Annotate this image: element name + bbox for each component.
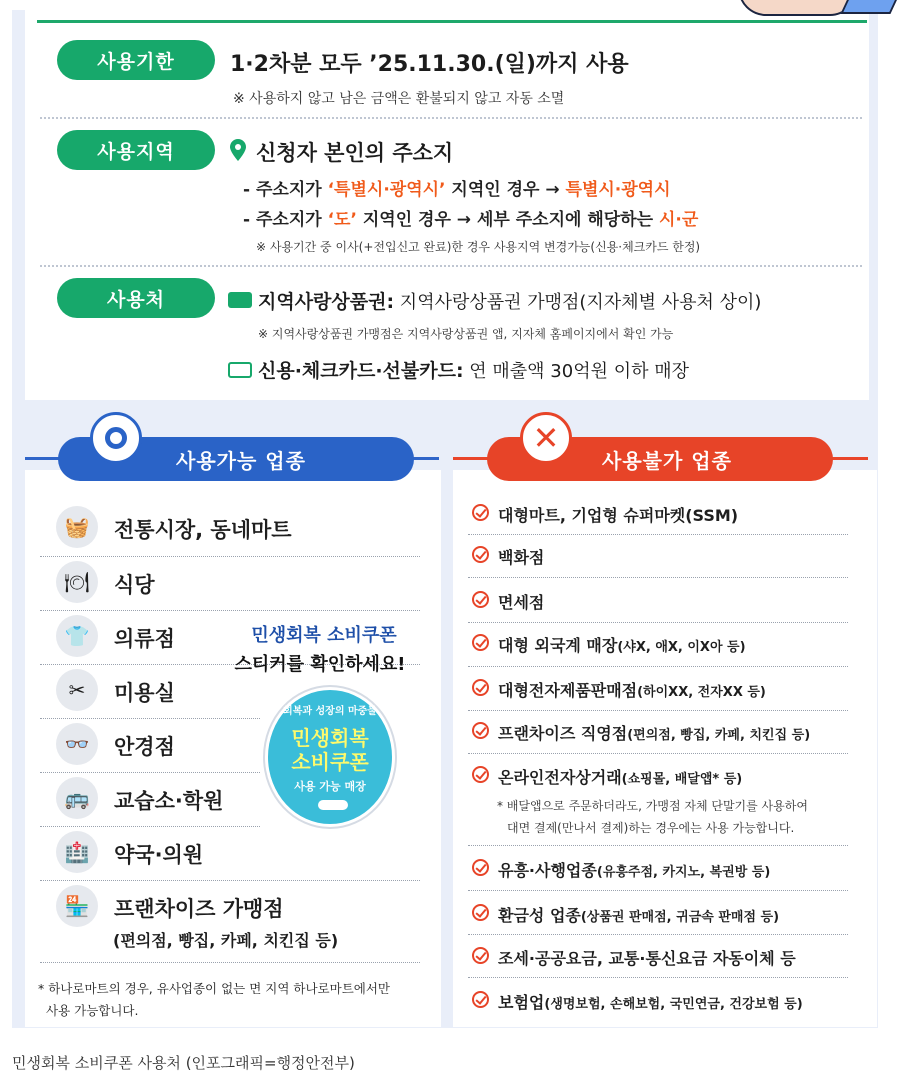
denied-item-label: 환금성 업종(상품권 판매점, 귀금속 판매점 등) (498, 906, 780, 925)
divider (468, 890, 848, 891)
denied-item-label: 백화점 (498, 548, 545, 567)
scissors-icon: ✂ (56, 669, 98, 711)
region-line-metro-mid: 지역인 경우 → (445, 180, 566, 200)
allowed-footnote-line1: * 하나로마트의 경우, 유사업종이 없는 면 지역 하나로마트에서만 (38, 981, 390, 996)
allowed-item-label: 의류점 (114, 627, 175, 651)
place-pill: 사용처 (57, 278, 215, 318)
allowed-item (40, 827, 424, 879)
place-voucher-label: 지역사랑상품권: (258, 291, 395, 313)
region-line-province-highlight: ‘도’ (327, 210, 357, 230)
divider (40, 265, 862, 267)
sticker-big-text (268, 726, 392, 774)
denied-item-label: 대형 외국계 매장(샤X, 애X, 이X아 등) (498, 636, 746, 655)
online-note-line2: 대면 결제(만나서 결제)하는 경우에는 사용 가능합니다. (507, 821, 795, 835)
period-pill: 사용기한 (57, 40, 215, 80)
period-note: ※ 사용하지 않고 남은 금액은 환불되지 않고 자동 소멸 (233, 91, 565, 107)
check-icon (472, 679, 489, 696)
hanger-icon: 👕 (56, 615, 98, 657)
sticker-title: 민생회복 소비쿠폰 (251, 625, 397, 646)
allowed-item (40, 881, 424, 933)
check-icon (472, 766, 489, 783)
image-caption: 민생회복 소비쿠폰 사용처 (인포그래픽=행정안전부) (12, 1054, 355, 1072)
divider (468, 710, 848, 711)
place-card-desc: 연 매출액 30억원 이하 매장 (463, 361, 689, 382)
divider (40, 962, 420, 963)
check-icon (472, 947, 489, 964)
denied-item-label: 조세·공공요금, 교통·통신요금 자동이체 등 (498, 949, 796, 968)
voucher-icon (228, 292, 252, 308)
place-note: ※ 지역사랑상품권 가맹점은 지역사랑상품권 앱, 지자체 홈페이지에서 확인 가능 (258, 327, 674, 341)
region-line-metro-prefix: - 주소지가 (243, 180, 328, 200)
denied-item-label: 프랜차이즈 직영점(편의점, 빵집, 카페, 치킨집 등) (498, 724, 811, 743)
check-icon (472, 991, 489, 1008)
sticker-big-line1: 민생회복 (291, 726, 369, 750)
allowed-footnote-line2: 사용 가능합니다. (46, 1003, 139, 1018)
decorative-illustration-2 (840, 0, 901, 14)
circle-o-icon (90, 412, 142, 464)
place-voucher-desc: 지역사랑상품권 가맹점(지자체별 사용처 상이) (394, 292, 762, 313)
franchise-sub: (편의점, 빵집, 카페, 치킨집 등) (113, 931, 339, 950)
divider (468, 845, 848, 846)
region-line-metro-highlight: ‘특별시·광역시’ (327, 180, 446, 200)
check-icon (472, 504, 489, 521)
online-note-line1: * 배달앱으로 주문하더라도, 가맹점 자체 단말기를 사용하여 (497, 799, 808, 813)
allowed-item-label: 프랜차이즈 가맹점 (114, 897, 284, 921)
region-line-metro (243, 175, 671, 200)
place-line-card (258, 356, 689, 383)
allowed-item-label: 미용실 (114, 681, 175, 705)
allowed-item-label: 식당 (114, 573, 155, 597)
check-icon (472, 722, 489, 739)
sticker-small-text: 사용 가능 매장 (294, 780, 366, 793)
divider (468, 622, 848, 623)
place-card-label: 신용·체크카드·선불카드: (258, 360, 464, 382)
coupon-sticker (265, 687, 395, 827)
region-line-province-result: 시·군 (658, 210, 699, 230)
location-pin-icon (230, 139, 246, 161)
ministry-seal-icon (318, 800, 348, 810)
store-icon: 🏪 (56, 885, 98, 927)
allowed-item (40, 502, 424, 554)
check-icon (472, 591, 489, 608)
place-line-voucher (258, 287, 761, 314)
dining-icon: 🍽 (56, 561, 98, 603)
sticker-subtitle: 스티커를 확인하세요! (234, 654, 406, 675)
hospital-icon: 🏥 (56, 831, 98, 873)
region-main: 신청자 본인의 주소지 (256, 141, 454, 165)
region-line-province-mid: 지역인 경우 → 세부 주소지에 해당하는 (356, 210, 659, 230)
cross-x-icon: ✕ (520, 412, 572, 464)
check-icon (472, 634, 489, 651)
allowed-item-label: 교습소·학원 (114, 789, 224, 813)
glasses-icon: 👓 (56, 723, 98, 765)
divider (468, 666, 848, 667)
basket-icon: 🧺 (56, 506, 98, 548)
denied-item-label: 온라인전자상거래(쇼핑몰, 배달앱* 등) (498, 768, 743, 787)
sticker-arc-text: 회복과 성장의 마중물 (283, 706, 377, 717)
school-bus-icon: 🚌 (56, 777, 98, 819)
denied-item-label: 대형전자제품판매점(하이XX, 전자XX 등) (498, 681, 766, 700)
card-icon (228, 362, 252, 378)
period-main: 1·2차분 모두 ’25.11.30.(일)까지 사용 (230, 52, 629, 77)
check-icon (472, 859, 489, 876)
divider (468, 577, 848, 578)
region-pill: 사용지역 (57, 130, 215, 170)
region-note: ※ 사용기간 중 이사(+전입신고 완료)한 경우 사용지역 변경가능(신용·체크카드 한정) (256, 240, 701, 254)
divider (468, 534, 848, 535)
allowed-footnote (38, 978, 390, 1022)
region-line-province (243, 205, 698, 230)
allowed-header: 사용가능 업종 (58, 437, 414, 481)
allowed-item (40, 557, 424, 609)
online-note (497, 795, 808, 839)
allowed-item-label: 전통시장, 동네마트 (114, 518, 292, 542)
denied-item-label: 보험업(생명보험, 손해보험, 국민연금, 건강보험 등) (498, 993, 803, 1012)
denied-header: 사용불가 업종 (487, 437, 833, 481)
top-divider (37, 20, 867, 23)
region-line-province-prefix: - 주소지가 (243, 210, 328, 230)
divider (468, 977, 848, 978)
region-line-metro-result: 특별시·광역시 (565, 180, 671, 200)
divider (468, 753, 848, 754)
allowed-item-label: 안경점 (114, 735, 175, 759)
check-icon (472, 546, 489, 563)
sticker-big-line2: 소비쿠폰 (291, 750, 369, 774)
denied-item-label: 대형마트, 기업형 슈퍼마켓(SSM) (498, 506, 739, 525)
divider (468, 934, 848, 935)
denied-item-label: 면세점 (498, 593, 545, 612)
allowed-item-label: 약국·의원 (114, 843, 204, 867)
divider (40, 117, 862, 119)
check-icon (472, 904, 489, 921)
denied-item-label: 유흥·사행업종(유흥주점, 카지노, 복권방 등) (498, 861, 771, 880)
